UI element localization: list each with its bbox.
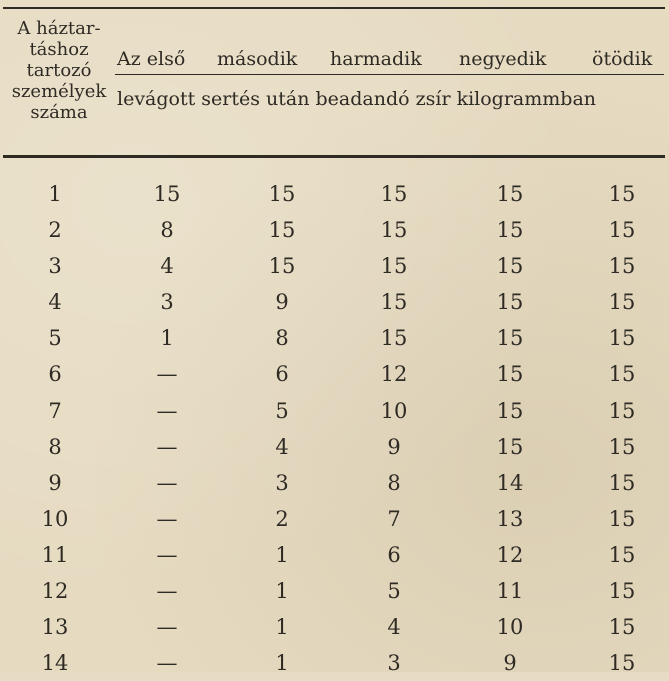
header-left-line: személyek (11, 81, 107, 102)
fat-amount-cell: 5 (275, 398, 289, 423)
table-row (0, 429, 669, 465)
fat-amount-cell: 2 (275, 506, 289, 531)
fat-amount-cell: 15 (496, 398, 524, 423)
household-size-cell: 1 (48, 182, 62, 206)
fat-amount-cell: 15 (608, 506, 636, 531)
household-size-cell: 4 (48, 290, 62, 315)
fat-amount-cell: 9 (503, 651, 517, 676)
household-size-cell: 11 (41, 542, 69, 567)
fat-amount-cell: 1 (275, 542, 289, 567)
fat-amount-cell: 3 (160, 290, 174, 315)
fat-amount-cell: 9 (387, 434, 401, 459)
header-left-line: tartozó (26, 60, 92, 81)
fat-amount-cell: 10 (380, 398, 408, 423)
table-row (0, 176, 669, 212)
fat-amount-cell: — (156, 470, 178, 495)
header-left-line: táshoz (29, 39, 89, 60)
fat-amount-cell: 15 (496, 290, 524, 315)
table-row (0, 356, 669, 392)
fat-amount-cell: 15 (608, 615, 636, 640)
table-row (0, 573, 669, 609)
fat-amount-cell: 4 (160, 254, 174, 279)
fat-amount-cell: 8 (160, 218, 174, 243)
fat-amount-cell: 15 (380, 326, 408, 351)
fat-amount-cell: 4 (275, 434, 289, 459)
fat-amount-cell: 15 (608, 254, 636, 279)
header-divider (115, 74, 664, 75)
fat-amount-cell: 15 (268, 218, 296, 243)
fat-amount-cell: 15 (380, 182, 408, 206)
column-header-second: második (217, 48, 298, 70)
fat-amount-cell: 10 (496, 615, 524, 640)
fat-amount-cell: 15 (380, 218, 408, 243)
column-header-fifth: ötödik (592, 48, 653, 70)
fat-amount-cell: 1 (275, 615, 289, 640)
household-size-cell: 5 (48, 326, 62, 351)
table-row (0, 393, 669, 429)
table-row (0, 212, 669, 248)
household-size-cell: 3 (48, 254, 62, 279)
table-row (0, 465, 669, 501)
fat-amount-cell: 11 (496, 579, 524, 604)
fat-amount-cell: 15 (608, 290, 636, 315)
fat-amount-cell: 15 (268, 254, 296, 279)
fat-amount-cell: 12 (380, 362, 408, 387)
fat-amount-cell: 4 (387, 615, 401, 640)
fat-amount-cell: 7 (387, 506, 401, 531)
fat-amount-cell: 15 (496, 254, 524, 279)
household-size-cell: 12 (41, 579, 69, 604)
fat-amount-cell: 15 (153, 182, 181, 206)
fat-amount-cell: 15 (608, 398, 636, 423)
header-left-line: A háztar- (17, 18, 101, 39)
column-header-third: harmadik (330, 48, 422, 70)
fat-amount-cell: 15 (496, 434, 524, 459)
fat-amount-cell: 13 (496, 506, 524, 531)
fat-amount-cell: — (156, 506, 178, 531)
fat-amount-cell: — (156, 579, 178, 604)
household-size-cell: 8 (48, 434, 62, 459)
household-size-cell: 13 (41, 615, 69, 640)
fat-amount-cell: — (156, 362, 178, 387)
fat-amount-cell: 15 (608, 434, 636, 459)
table-row (0, 320, 669, 356)
table-row (0, 248, 669, 284)
table-row (0, 284, 669, 320)
table-row (0, 645, 669, 681)
column-subheader: levágott sertés után beadandó zsír kilogrammban (117, 88, 597, 110)
fat-amount-cell: 5 (387, 579, 401, 604)
fat-amount-cell: 15 (608, 218, 636, 243)
fat-amount-cell: 15 (608, 651, 636, 676)
fat-amount-cell: — (156, 542, 178, 567)
fat-amount-cell: 15 (268, 182, 296, 206)
fat-amount-cell: — (156, 398, 178, 423)
fat-amount-cell: 15 (608, 362, 636, 387)
fat-amount-cell: 15 (608, 470, 636, 495)
fat-amount-cell: 15 (608, 579, 636, 604)
fat-amount-cell: 8 (387, 470, 401, 495)
fat-amount-cell: 15 (608, 182, 636, 206)
table-row (0, 537, 669, 573)
household-size-cell: 2 (48, 218, 62, 243)
column-header-first: Az első (117, 48, 186, 70)
fat-amount-cell: 9 (275, 290, 289, 315)
fat-amount-cell: — (156, 615, 178, 640)
fat-amount-cell: 15 (380, 290, 408, 315)
fat-amount-cell: 3 (275, 470, 289, 495)
fat-amount-cell: — (156, 651, 178, 676)
fat-amount-cell: 15 (496, 362, 524, 387)
table-body (0, 176, 669, 681)
fat-amount-cell: — (156, 434, 178, 459)
fat-amount-cell: 15 (496, 218, 524, 243)
fat-amount-cell: 1 (275, 651, 289, 676)
fat-amount-cell: 8 (275, 326, 289, 351)
fat-amount-cell: 6 (275, 362, 289, 387)
table-row (0, 501, 669, 537)
fat-amount-cell: 6 (387, 542, 401, 567)
fat-amount-cell: 15 (496, 326, 524, 351)
fat-amount-cell: 15 (608, 542, 636, 567)
fat-amount-cell: 15 (380, 254, 408, 279)
table-row (0, 609, 669, 645)
fat-amount-cell: 1 (160, 326, 174, 351)
household-size-cell: 14 (41, 651, 69, 676)
fat-amount-cell: 14 (496, 470, 524, 495)
household-size-cell: 10 (41, 506, 69, 531)
household-size-cell: 6 (48, 362, 62, 387)
column-header-fourth: negyedik (459, 48, 547, 70)
top-rule (3, 7, 665, 9)
fat-amount-cell: 15 (608, 326, 636, 351)
header-left-line: száma (30, 102, 88, 123)
household-size-header (3, 18, 115, 123)
fat-amount-cell: 15 (496, 182, 524, 206)
header-bottom-rule (3, 155, 665, 158)
household-size-cell: 9 (48, 470, 62, 495)
fat-amount-cell: 12 (496, 542, 524, 567)
fat-amount-cell: 3 (387, 651, 401, 676)
household-size-cell: 7 (48, 398, 62, 423)
fat-amount-cell: 1 (275, 579, 289, 604)
